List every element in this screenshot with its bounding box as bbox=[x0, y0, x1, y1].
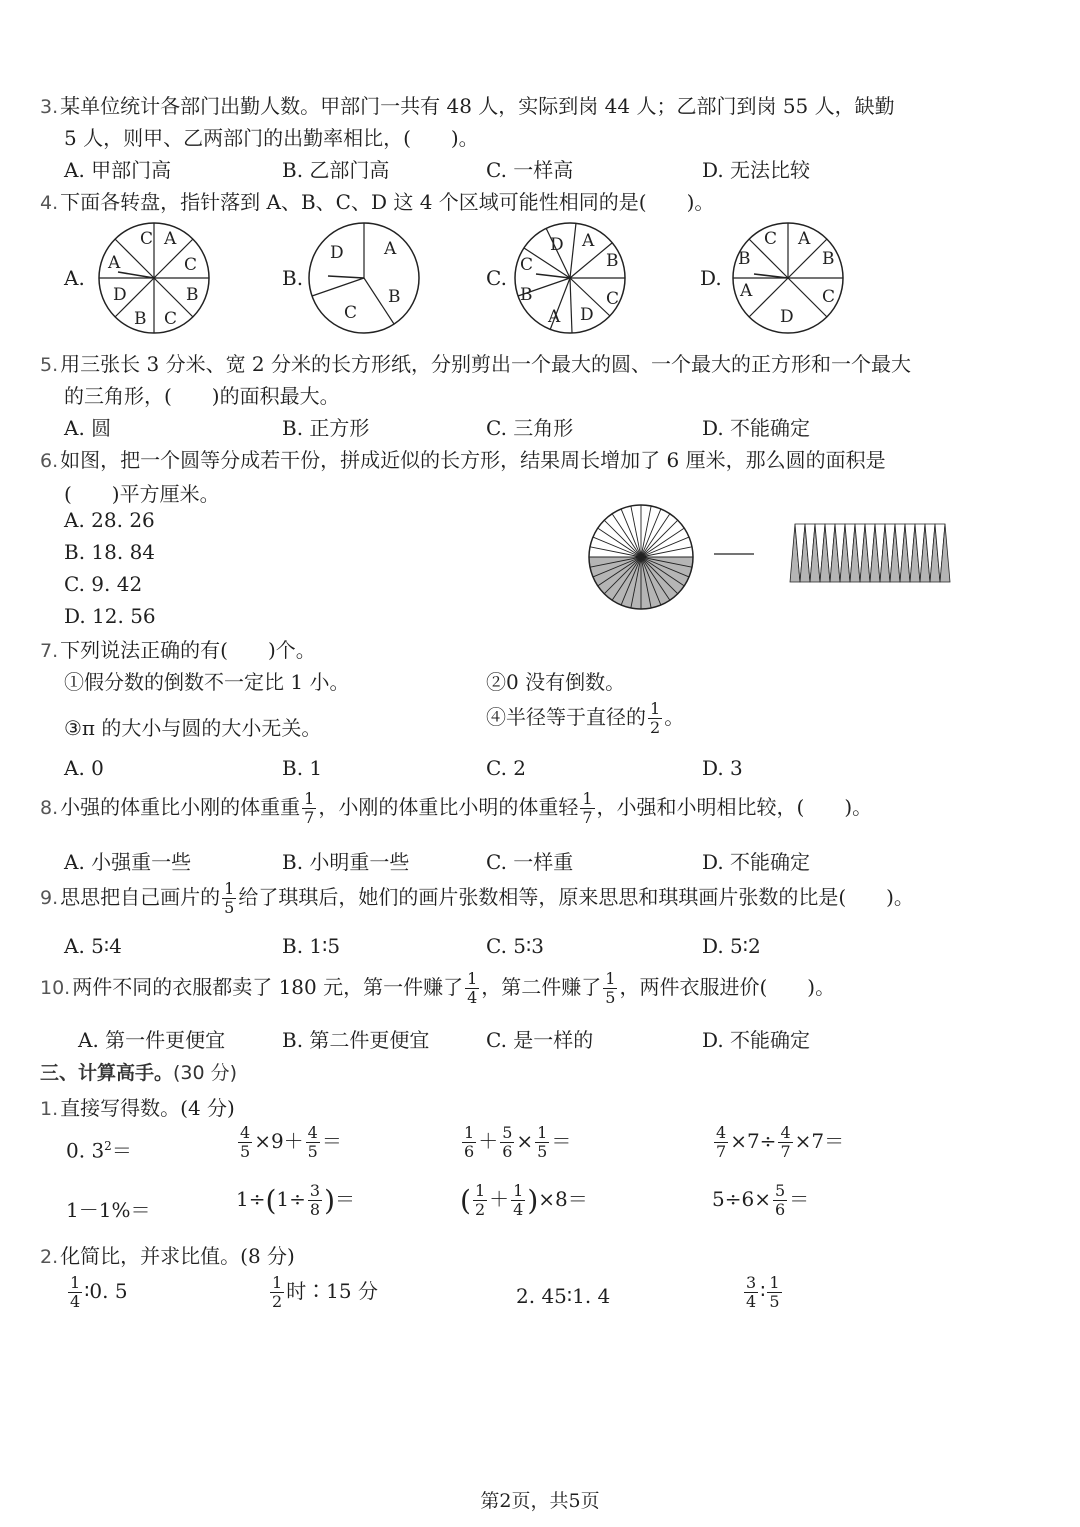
q3-option-d[interactable]: D. 无法比较 bbox=[702, 158, 811, 182]
spinner-c-sector: B bbox=[520, 285, 533, 305]
q10-text-1: 两件不同的衣服都卖了 180 元，第一件赚了 bbox=[72, 975, 464, 999]
spinner-c-sector: D bbox=[550, 235, 564, 255]
fraction-one-fifth bbox=[767, 1274, 781, 1311]
spinner-a-sector: A bbox=[164, 229, 177, 249]
divided-circle-figure bbox=[586, 502, 696, 612]
circle-sector-line bbox=[604, 520, 641, 557]
expr-text: ＝ bbox=[335, 1187, 356, 1211]
denominator: 7 bbox=[716, 1142, 727, 1161]
q4-option-a-label[interactable]: A. bbox=[64, 266, 85, 290]
ratio-text: ∶0. 5 bbox=[84, 1279, 128, 1303]
fraction-five-sixths bbox=[773, 1182, 787, 1219]
numerator: 1 bbox=[605, 969, 616, 988]
q4-option-c-label[interactable]: C. bbox=[486, 266, 507, 290]
numerator: 1 bbox=[537, 1123, 548, 1142]
fraction-one-fourth bbox=[68, 1274, 82, 1311]
calc1-title bbox=[40, 1092, 235, 1121]
denominator: 5 bbox=[537, 1142, 548, 1161]
spinner-d bbox=[730, 220, 850, 336]
q7-s4-text: ④半径等于直径的 bbox=[486, 705, 646, 729]
q5-text: 用三张长 3 分米、宽 2 分米的长方形纸，分别剪出一个最大的圆、一个最大的正方形和一个最大 bbox=[60, 352, 912, 376]
denominator: 6 bbox=[774, 1200, 786, 1219]
ratio-colon: ∶ bbox=[760, 1279, 766, 1303]
fraction-one-fifth bbox=[603, 970, 617, 1007]
q6-option-a[interactable]: A. 28. 26 bbox=[64, 508, 155, 532]
q8-text-2: ，小刚的体重比小明的体重轻 bbox=[318, 795, 579, 819]
q8-option-d[interactable]: D. 不能确定 bbox=[702, 850, 811, 874]
spinner-b bbox=[306, 220, 426, 336]
denominator: 2 bbox=[650, 718, 661, 737]
q9-option-a[interactable]: A. 5∶4 bbox=[64, 934, 122, 958]
spinner-d-sector: C bbox=[764, 229, 778, 249]
expr-text: ×8＝ bbox=[538, 1187, 588, 1211]
q9-option-b[interactable]: B. 1∶5 bbox=[282, 934, 341, 958]
q10-option-d[interactable]: D. 不能确定 bbox=[702, 1028, 811, 1052]
q8-text-3: ，小强和小明相比较，( )。 bbox=[596, 795, 873, 819]
expr-text: ×9＋ bbox=[254, 1129, 304, 1153]
spinner-a-sector: C bbox=[140, 229, 154, 249]
fraction-three-fourths bbox=[744, 1274, 758, 1311]
fraction-one-fifth bbox=[535, 1124, 549, 1161]
q4-line bbox=[40, 186, 714, 215]
q5-option-d[interactable]: D. 不能确定 bbox=[702, 416, 811, 440]
spinner-a-sector: B bbox=[186, 285, 199, 305]
expr-text: × bbox=[516, 1129, 534, 1153]
calc2-number: 2. bbox=[40, 1246, 59, 1268]
denominator: 4 bbox=[746, 1292, 757, 1311]
q10-text-2: ，第二件赚了 bbox=[481, 975, 602, 999]
q8-option-b[interactable]: B. 小明重一些 bbox=[282, 850, 410, 874]
calc2-ratio-3: 2. 45∶1. 4 bbox=[516, 1284, 611, 1308]
fraction-one-fourth bbox=[511, 1182, 525, 1219]
expr-text: ＝ bbox=[111, 1138, 132, 1163]
q6-line1 bbox=[40, 444, 886, 473]
expr-text: 5÷6× bbox=[712, 1187, 771, 1211]
q9-option-c[interactable]: C. 5∶3 bbox=[486, 934, 544, 958]
q7-number: 7. bbox=[40, 640, 59, 662]
q7-line bbox=[40, 634, 316, 663]
fraction-four-fifths bbox=[238, 1124, 252, 1161]
spinner-c-sector: A bbox=[548, 307, 561, 327]
q4-option-d-label[interactable]: D. bbox=[700, 266, 722, 290]
denominator: 5 bbox=[769, 1292, 780, 1311]
paren-right: ) bbox=[324, 1184, 336, 1217]
denominator: 5 bbox=[605, 988, 616, 1007]
q9-number: 9. bbox=[40, 887, 59, 909]
calc2-title bbox=[40, 1240, 295, 1269]
q7-statement-1: ①假分数的倒数不一定比 1 小。 bbox=[64, 670, 350, 694]
denominator: 8 bbox=[309, 1200, 321, 1219]
spinner-c-sector: D bbox=[580, 305, 594, 325]
q3-line2: 5 人，则甲、乙两部门的出勤率相比，( )。 bbox=[64, 126, 479, 150]
numerator: 1 bbox=[70, 1273, 81, 1292]
denominator: 6 bbox=[464, 1142, 475, 1161]
denominator: 4 bbox=[467, 988, 478, 1007]
fraction-three-eighths bbox=[308, 1182, 322, 1219]
ratio-text: 时∶15 分 bbox=[286, 1279, 378, 1303]
numerator: 4 bbox=[240, 1123, 251, 1142]
denominator: 2 bbox=[474, 1200, 486, 1219]
spinner-d-sector: C bbox=[822, 287, 836, 307]
q8-line bbox=[40, 790, 872, 827]
calc1-title-text: 直接写得数。 bbox=[60, 1096, 181, 1120]
calc1-expr-2 bbox=[236, 1124, 342, 1161]
expr-text: ＋ bbox=[489, 1187, 510, 1211]
q9-text-2: 给了琪琪后，她们的画片张数相等，原来思思和琪琪画片张数的比是( )。 bbox=[238, 885, 914, 909]
spinner-c-sector: A bbox=[582, 231, 595, 251]
fraction-five-sixths bbox=[500, 1124, 514, 1161]
arrow-icon bbox=[712, 548, 758, 560]
spinner-b-sector: B bbox=[388, 287, 401, 307]
fraction-one-seventh bbox=[302, 790, 316, 827]
q9-text-1: 思思把自己画片的 bbox=[60, 885, 221, 909]
rectangle-figure bbox=[786, 522, 954, 588]
paren-left: ( bbox=[460, 1184, 471, 1217]
spinner-a-sector: B bbox=[134, 309, 147, 329]
q10-option-a[interactable]: A. 第一件更便宜 bbox=[78, 1028, 226, 1052]
spinner-d-sector: B bbox=[822, 249, 835, 269]
numerator: 1 bbox=[582, 789, 593, 808]
denominator: 7 bbox=[582, 808, 593, 827]
spinner-c-sector: B bbox=[606, 251, 619, 271]
expr-text: 1÷ bbox=[276, 1187, 306, 1211]
q4-text: 下面各转盘，指针落到 A、B、C、D 这 4 个区域可能性相同的是( )。 bbox=[60, 190, 715, 214]
fraction-one-fourth bbox=[465, 970, 479, 1007]
fraction-one-seventh bbox=[580, 790, 594, 827]
spinner-a-sector: C bbox=[164, 309, 178, 329]
q7-statement-2: ②0 没有倒数。 bbox=[486, 670, 626, 694]
numerator: 1 bbox=[464, 1123, 475, 1142]
section-3-title-text: 三、计算高手。 bbox=[40, 1062, 174, 1084]
expr-text: ＝ bbox=[321, 1129, 342, 1153]
spinner-a-sector: D bbox=[113, 285, 127, 305]
q7-option-c[interactable]: C. 2 bbox=[486, 756, 527, 780]
expr-text: ＝ bbox=[789, 1187, 810, 1211]
denominator: 5 bbox=[240, 1142, 251, 1161]
expr-text: 0. 3 bbox=[66, 1138, 105, 1163]
spinner-c bbox=[512, 220, 632, 336]
expr-text: ＝ bbox=[551, 1129, 572, 1153]
spinner-d-sector: D bbox=[780, 307, 794, 327]
q6-text: 如图，把一个圆等分成若干份，拼成近似的长方形，结果周长增加了 6 厘米，那么圆的面积是 bbox=[60, 448, 886, 472]
calc2-score: (8 分) bbox=[240, 1244, 295, 1268]
q8-option-c[interactable]: C. 一样重 bbox=[486, 850, 574, 874]
calc1-expr-7 bbox=[460, 1182, 588, 1219]
q10-line bbox=[40, 970, 835, 1007]
numerator: 5 bbox=[774, 1181, 786, 1200]
spinner-c-sector: C bbox=[520, 255, 534, 275]
q10-number: 10. bbox=[40, 977, 71, 999]
q7-text: 下列说法正确的有( )个。 bbox=[60, 638, 316, 662]
exponent: 2 bbox=[104, 1139, 112, 1153]
q5-option-a[interactable]: A. 圆 bbox=[64, 416, 112, 440]
q4-number: 4. bbox=[40, 192, 59, 214]
expr-text: ×7÷ bbox=[730, 1129, 777, 1153]
q5-option-c[interactable]: C. 三角形 bbox=[486, 416, 574, 440]
q3-text: 某单位统计各部门出勤人数。甲部门一共有 48 人，实际到岗 44 人；乙部门到岗 55 人，缺勤 bbox=[60, 94, 895, 118]
spinner-d-sector: A bbox=[740, 281, 753, 301]
q7-s4-end: 。 bbox=[664, 705, 685, 729]
q8-option-a[interactable]: A. 小强重一些 bbox=[64, 850, 192, 874]
denominator: 4 bbox=[513, 1200, 524, 1219]
q5-line2: 的三角形，( )的面积最大。 bbox=[64, 384, 340, 408]
calc1-expr-5: 1－1%＝ bbox=[66, 1198, 151, 1222]
numerator: 1 bbox=[513, 1181, 524, 1200]
q5-number: 5. bbox=[40, 354, 59, 376]
numerator: 1 bbox=[304, 789, 315, 808]
expr-text: ＋ bbox=[478, 1129, 499, 1153]
q8-number: 8. bbox=[40, 797, 59, 819]
numerator: 5 bbox=[502, 1123, 513, 1142]
expr-text: ×7＝ bbox=[794, 1129, 845, 1153]
fraction-one-sixth bbox=[462, 1124, 476, 1161]
section-3-title bbox=[40, 1058, 237, 1085]
paren-right: ) bbox=[527, 1184, 539, 1217]
calc2-ratio-1 bbox=[66, 1274, 128, 1311]
paren-left: ( bbox=[265, 1184, 277, 1217]
fraction-one-fifth bbox=[222, 880, 236, 917]
q7-statement-4 bbox=[486, 700, 684, 737]
calc2-ratio-4 bbox=[742, 1274, 784, 1311]
calc2-ratio-2 bbox=[268, 1274, 378, 1311]
spinner-b-sector: D bbox=[330, 243, 344, 263]
q8-text-1: 小强的体重比小刚的体重重 bbox=[60, 795, 301, 819]
fraction-one-half bbox=[473, 1182, 487, 1219]
q9-option-d[interactable]: D. 5∶2 bbox=[702, 934, 761, 958]
numerator: 1 bbox=[467, 969, 478, 988]
calc1-score: (4 分) bbox=[180, 1096, 235, 1120]
numerator: 1 bbox=[474, 1181, 486, 1200]
spinner-b-sector: A bbox=[384, 239, 397, 259]
q9-line bbox=[40, 880, 914, 917]
numerator: 1 bbox=[769, 1273, 780, 1292]
denominator: 5 bbox=[224, 898, 235, 917]
section-3-score: (30 分) bbox=[173, 1062, 238, 1084]
numerator: 4 bbox=[307, 1123, 318, 1142]
q3-option-a[interactable]: A. 甲部门高 bbox=[64, 158, 172, 182]
calc2-title-text: 化简比，并求比值。 bbox=[60, 1244, 241, 1268]
denominator: 4 bbox=[70, 1292, 81, 1311]
q7-statement-3: ③π 的大小与圆的大小无关。 bbox=[64, 716, 322, 740]
q10-text-3: ，两件衣服进价( )。 bbox=[619, 975, 836, 999]
fraction-four-sevenths bbox=[778, 1124, 792, 1161]
spinner-d-sector: A bbox=[798, 229, 811, 249]
q4-option-b-label[interactable]: B. bbox=[282, 266, 304, 290]
q3-number: 3. bbox=[40, 96, 59, 118]
denominator: 7 bbox=[780, 1142, 791, 1161]
q5-option-b[interactable]: B. 正方形 bbox=[282, 416, 370, 440]
q6-number: 6. bbox=[40, 450, 59, 472]
page-footer: 第2页，共5页 bbox=[480, 1490, 600, 1512]
calc1-expr-8 bbox=[712, 1182, 809, 1219]
spinner-b-sector: C bbox=[344, 303, 358, 323]
denominator: 5 bbox=[307, 1142, 318, 1161]
calc1-expr-6 bbox=[236, 1182, 355, 1219]
denominator: 6 bbox=[502, 1142, 513, 1161]
q6-option-b[interactable]: B. 18. 84 bbox=[64, 540, 156, 564]
calc1-expr-3 bbox=[460, 1124, 571, 1161]
denominator: 7 bbox=[304, 808, 315, 827]
q3-line1 bbox=[40, 90, 895, 119]
spinner-a-sector: C bbox=[184, 255, 198, 275]
q7-option-b[interactable]: B. 1 bbox=[282, 756, 323, 780]
q10-option-c[interactable]: C. 是一样的 bbox=[486, 1028, 594, 1052]
calc1-expr-4 bbox=[712, 1124, 844, 1161]
q6-option-c[interactable]: C. 9. 42 bbox=[64, 572, 143, 596]
spinner-a-sector: A bbox=[108, 253, 121, 273]
numerator: 3 bbox=[746, 1273, 757, 1292]
q10-option-b[interactable]: B. 第二件更便宜 bbox=[282, 1028, 430, 1052]
calc1-expr-1 bbox=[66, 1128, 132, 1169]
fraction-four-sevenths bbox=[714, 1124, 728, 1161]
spinner-d-sector: B bbox=[738, 249, 751, 269]
numerator: 4 bbox=[716, 1123, 727, 1142]
q3-option-b[interactable]: B. 乙部门高 bbox=[282, 158, 390, 182]
denominator: 2 bbox=[272, 1292, 283, 1311]
calc1-number: 1. bbox=[40, 1098, 59, 1120]
numerator: 1 bbox=[224, 879, 235, 898]
fraction-one-half bbox=[648, 700, 662, 737]
numerator: 3 bbox=[309, 1181, 321, 1200]
fraction-one-half bbox=[270, 1274, 284, 1311]
q7-option-d[interactable]: D. 3 bbox=[702, 756, 743, 780]
q6-line2: ( )平方厘米。 bbox=[64, 482, 220, 506]
numerator: 4 bbox=[780, 1123, 791, 1142]
q7-option-a[interactable]: A. 0 bbox=[64, 756, 104, 780]
numerator: 1 bbox=[650, 699, 661, 718]
spinner-c-sector: C bbox=[606, 289, 620, 309]
q3-option-c[interactable]: C. 一样高 bbox=[486, 158, 574, 182]
spinner-a bbox=[96, 220, 216, 336]
numerator: 1 bbox=[272, 1273, 283, 1292]
q5-line1 bbox=[40, 348, 911, 377]
expr-text: 1÷ bbox=[236, 1187, 266, 1211]
circle-sector-line bbox=[641, 520, 678, 557]
q6-option-d[interactable]: D. 12. 56 bbox=[64, 604, 156, 628]
fraction-four-fifths bbox=[306, 1124, 320, 1161]
